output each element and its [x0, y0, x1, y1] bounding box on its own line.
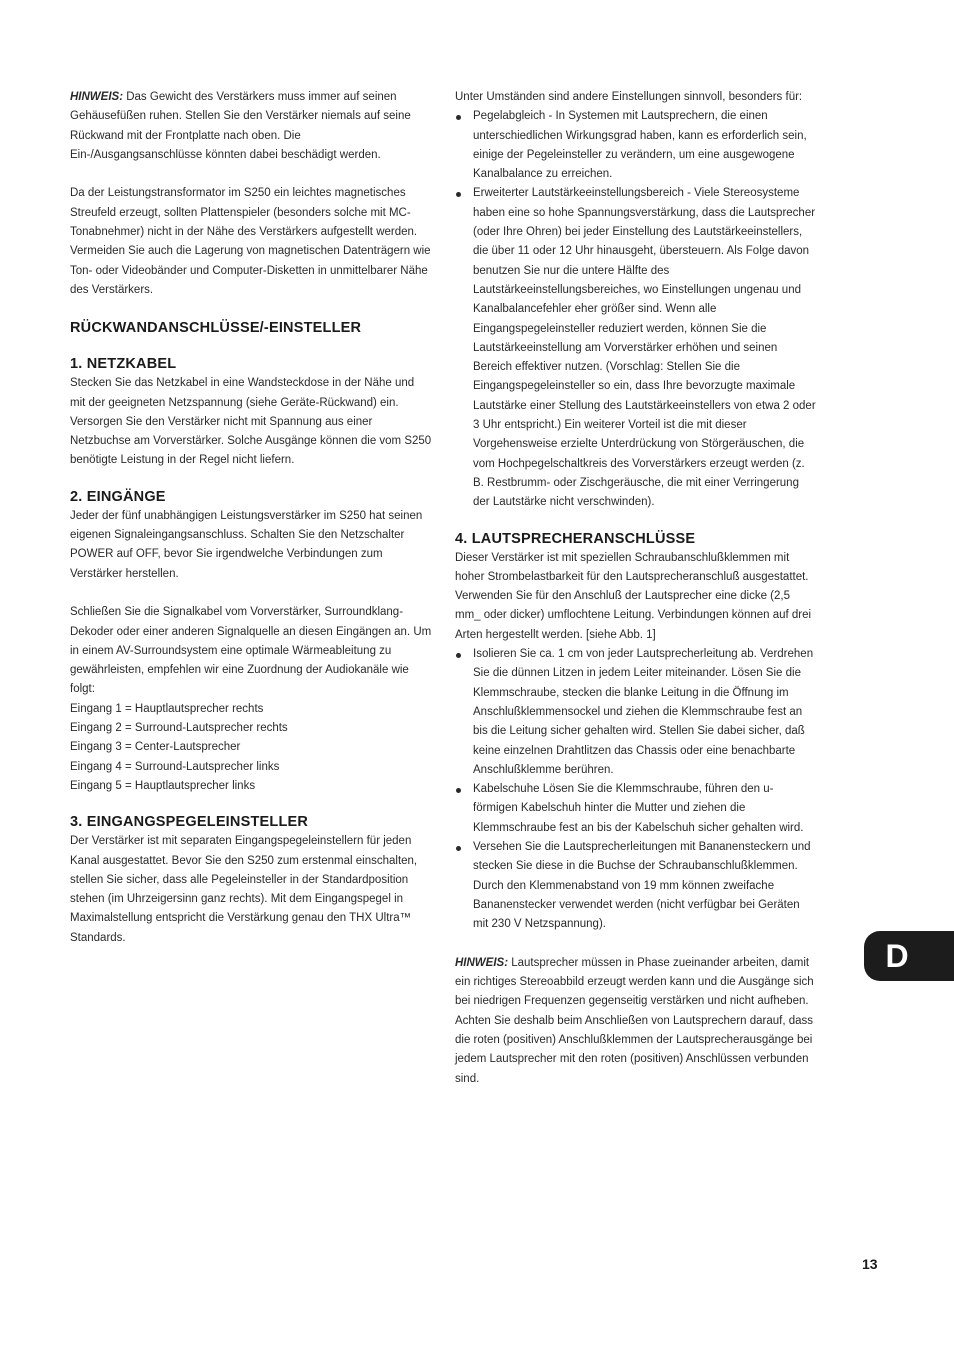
list-item: Pegelabgleich - In Systemen mit Lautsprechern, die einen unterschiedlichen Wirkungsgrad haben, kann es erforderlich sein, einige der Pegeleinsteller zu verändern, um eine ausgewogene Kanalbalance zu erreichen. — [455, 107, 817, 184]
list-item: Isolieren Sie ca. 1 cm von jeder Lautsprecherleitung ab. Verdrehen Sie die dünnen Litzen in jedem Leiter miteinander. Lösen Sie die Klemmschraube, stecken die blanke Leitung in die Öffnung im Anschlußklemmensockel und ziehen die Klemmschraube fest an bis die Leitung sicher gehalten wird. Stellen Sie dabei sicher, daß keine einzelnen Drahtlitzen das Chassis oder eine benachbarte Anschlußklemme berühren. — [455, 645, 817, 780]
eingaenge-text-2: Schließen Sie die Signalkabel vom Vorverstärker, Surroundklang-Dekoder oder einer anderen Signalquelle an diesen Eingängen an. Um in einem AV-Surroundsystem eine optimale Wärmeableitung zu gewährleisten, empfehlen wir eine Zuordnung der Audiokanäle wie folgt: — [70, 606, 432, 696]
netzkabel-heading: 1. NETZKABEL — [70, 356, 177, 373]
main-section-heading: RÜCKWANDANSCHLÜSSE/-EINSTELLER — [70, 320, 362, 337]
list-item: Erweiterter Lautstärkeeinstellungsbereich - Viele Stereosysteme haben eine so hohe Spannungsverstärkung, dass die Lautsprecher (oder Ihre Ohren) bei jeder Einstellung des Lautstärkeeinstellers, die über 11 oder 12 Uhr hinausgeht, übersteuern. Als Folge davon benutzen Sie nur die untere Hälfte des Lautstärkeeinstellungsbereiches, wo Einstellungen ungenau und Kanalbalancefehler eher größer sind. Wenn alle Eingangspegeleinsteller reduziert werden, können Sie die Lautstärkeeinstellung am Vorverstärker erhöhen und seinen Bereich effektiver nutzen. (Vorschlag: Stellen Sie die Eingangspegeleinsteller so ein, dass Ihre bevorzugte maximale Lautstärke einer Stellung des Lautstärkeeinstellers von etwa 2 oder 3 Uhr entspricht.) Ein weiterer Vorteil ist die mit dieser Vorgehensweise erzielte Unterdrückung von Störgeräuschen, die vom Hochpegelschaltkreis des Vorverstärkers erzeugt werden (z. B. Restbrumm- oder Zischgeräusche, die mit einer Verringerung der Lautstärke nicht verschwinden). — [455, 184, 817, 512]
lautsprecher-heading: 4. LAUTSPRECHERANSCHLÜSSE — [455, 530, 696, 547]
hinweis-text: Lautsprecher müssen in Phase zueinander arbeiten, damit ein richtiges Stereoabbild erzeugt werden kann und die Ausgänge sich bei niedrigen Frequenzen gegenseitig verstärken und nicht aufheben. Achten Sie deshalb beim Anschließen von Lautsprechern darauf, dass die roten (positiven) Anschlußklemmen der Lautsprecherausgänge bei jedem Lautsprecher mit den roten (positiven) Anschlüssen verbunden sind. — [455, 956, 814, 1085]
hinweis-weight — [70, 88, 432, 165]
transformer-paragraph: Da der Leistungstransformator im S250 ein leichtes magnetisches Streufeld erzeugt, sollten Plattenspieler (besonders solche mit MC-Tonabnehmer) nicht in der Nähe des Verstärkers aufgestellt werden. Vermeiden Sie auch die Lagerung von magnetischen Datenträgern wie Ton- oder Videobänder und Computer-Disketten in unmittelbarer Nähe des Verstärkers. — [70, 187, 431, 296]
channel-mapping-line: Eingang 1 = Hauptlautsprecher rechts — [70, 702, 264, 715]
hinweis-label: HINWEIS: — [70, 91, 124, 103]
language-tab-label: D — [885, 937, 909, 974]
hinweis-phase — [455, 954, 817, 1089]
connection-bullet-list — [455, 645, 817, 934]
left-column — [70, 88, 432, 948]
pegel-heading: 3. EINGANGSPEGELEINSTELLER — [70, 814, 309, 831]
channel-mapping-line: Eingang 4 = Surround-Lautsprecher links — [70, 760, 280, 773]
hinweis-text: Das Gewicht des Verstärkers muss immer auf seinen Gehäusefüßen ruhen. Stellen Sie den Verstärker niemals auf seine Rückwand mit der Frontplatte nach oben. Die Ein-/Ausgangsanschlüsse könnten dabei beschädigt werden. — [70, 91, 411, 161]
hinweis-label: HINWEIS: — [455, 956, 509, 969]
eingaenge-heading: 2. EINGÄNGE — [70, 488, 166, 505]
language-tab — [864, 931, 954, 981]
right-column — [455, 88, 817, 1089]
page-number: 13 — [862, 1256, 878, 1272]
list-item: Versehen Sie die Lautsprecherleitungen mit Bananensteckern und stecken Sie diese in die Buchse der Schraubanschlußklemmen. Durch den Klemmenabstand von 19 mm können zweifache Bananenstecker verwendet werden (nicht verfügbar bei Geräten mit 230 V Netzspannung). — [455, 838, 817, 934]
channel-mapping-line: Eingang 3 = Center-Lautsprecher — [70, 741, 241, 754]
eingaenge-text-1: Jeder der fünf unabhängigen Leistungsverstärker im S250 hat seinen eigenen Signaleingangsanschluss. Schalten Sie den Netzschalter POWER auf OFF, bevor Sie irgendwelche Verbindungen zum Verstärker herstellen. — [70, 509, 423, 580]
list-item: Kabelschuhe Lösen Sie die Klemmschraube, führen den u-förmigen Kabelschuh hinter die Mutter und ziehen die Klemmschraube fest an bis der Kabelschuh sicher gehalten wird. — [455, 780, 817, 838]
channel-mapping-line: Eingang 2 = Surround-Lautsprecher rechts — [70, 722, 288, 735]
lautsprecher-text: Dieser Verstärker ist mit speziellen Schraubanschlußklemmen mit hoher Strombelastbarkeit für den Lautsprecheranschluß ausgestattet. Verwenden Sie für den Anschluß der Lautsprecher eine dicke (2,5 mm_ oder dicker) umflochtene Leitung. Verbindungen können auf drei Arten hergestellt werden. [siehe Abb. 1] — [455, 551, 812, 641]
netzkabel-text: Stecken Sie das Netzkabel in eine Wandsteckdose in der Nähe und mit der geeigneten Netzspannung (siehe Geräte-Rückwand) ein. Versorgen Sie den Verstärker nicht mit Spannung aus einer Netzbuchse am Vorverstärker. Solche Ausgänge können die vom S250 benötigte Leistung in der Regel nicht liefern. — [70, 377, 432, 467]
settings-intro: Unter Umständen sind andere Einstellungen sinnvoll, besonders für: — [455, 91, 803, 103]
pegel-text: Der Verstärker ist mit separaten Eingangspegeleinstellern für jeden Kanal ausgestattet. Bevor Sie den S250 zum erstenmal einschalten, stellen Sie sicher, dass alle Pegeleinsteller in der Standardposition stehen (im Uhrzeigersinn ganz rechts). Mit dem Eingangspegel in Maximalstellung entspricht die Verstärkung genau den THX Ultra™ Standards. — [70, 835, 418, 944]
settings-bullet-list — [455, 107, 817, 512]
channel-mapping-line: Eingang 5 = Hauptlautsprecher links — [70, 779, 256, 792]
